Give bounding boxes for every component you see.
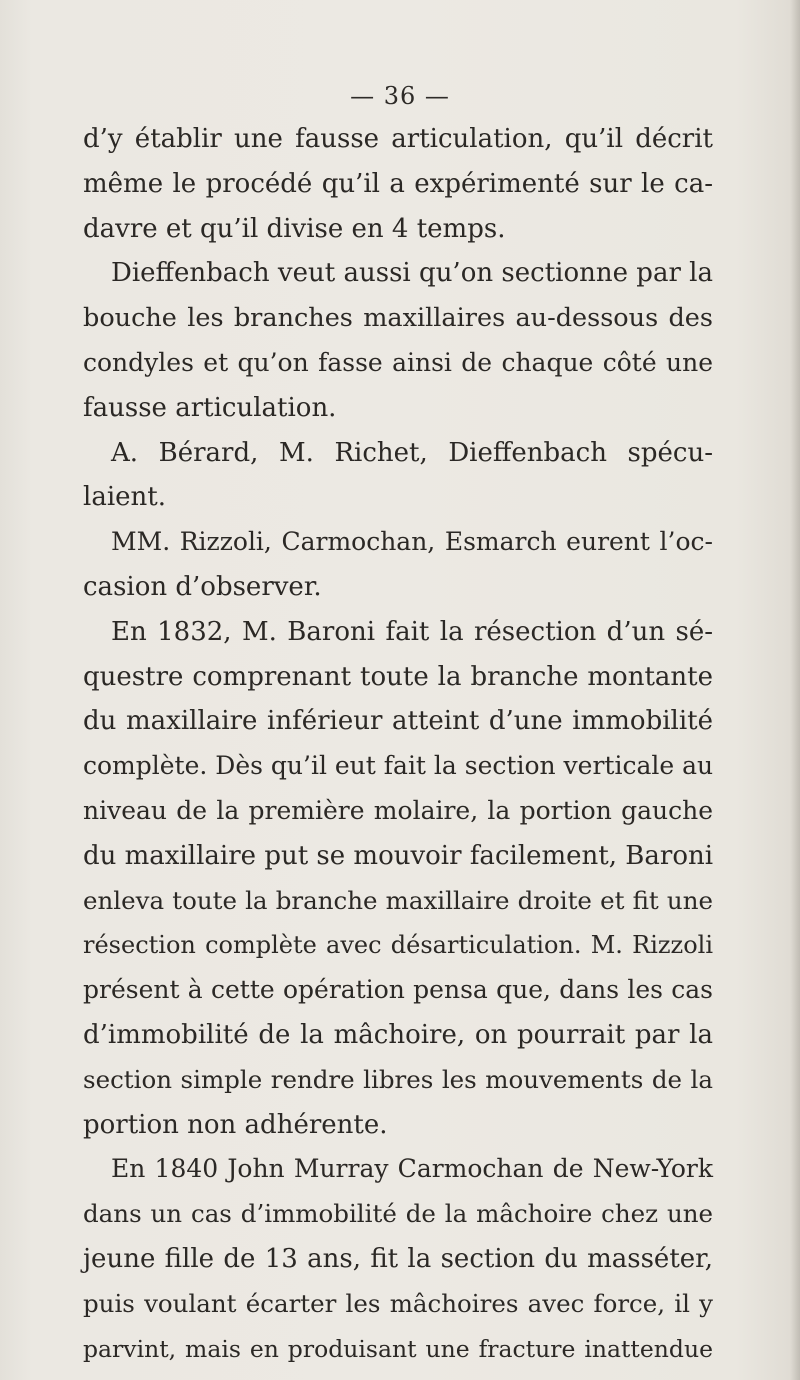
text-line: dans un cas d’immobilité de la mâchoire chez une	[83, 1199, 713, 1229]
text-line: condyles et qu’on fasse ainsi de chaque côté une	[83, 347, 713, 377]
text-line: section simple rendre libres les mouvements de la	[83, 1064, 713, 1094]
text-line: enleva toute la branche maxillaire droite et fit une	[83, 885, 713, 915]
text-line: A. Bérard, M. Richet, Dieffenbach spécu-	[111, 437, 713, 468]
text-line: En 1832, M. Baroni fait la résection d’un sé-	[111, 616, 713, 647]
text-line: puis voulant écarter les mâchoires avec force, il y	[83, 1288, 713, 1318]
text-line: davre et qu’il divise en 4 temps.	[83, 213, 506, 244]
text-line: bouche les branches maxillaires au-dessous des	[83, 303, 713, 334]
text-line: laient.	[83, 482, 166, 513]
text-line: d’y établir une fausse articulation, qu’il décrit	[83, 124, 713, 154]
text-line: En 1840 John Murray Carmochan de New-York	[111, 1154, 713, 1184]
text-line: même le procédé qu’il a expérimenté sur le ca-	[83, 168, 713, 199]
text-line: Dieffenbach veut aussi qu’on sectionne par la	[111, 258, 713, 289]
text-line: portion non adhérente.	[83, 1109, 388, 1140]
page-number: — 36 —	[350, 82, 450, 110]
text-line: présent à cette opération pensa que, dans les cas	[83, 975, 713, 1005]
text-line: du maxillaire inférieur atteint d’une immobilité	[83, 706, 713, 737]
text-line: fausse articulation.	[83, 392, 337, 423]
text-line: MM. Rizzoli, Carmochan, Esmarch eurent l’oc-	[111, 527, 713, 557]
text-line: parvint, mais en produisant une fracture inattendue	[83, 1334, 713, 1363]
text-line: résection complète avec désarticulation. M. Rizzoli	[83, 931, 713, 960]
page-edge-shadow	[790, 0, 800, 1380]
text-line: complète. Dès qu’il eut fait la section verticale au	[83, 751, 714, 781]
text-line: niveau de la première molaire, la portion gauche	[83, 795, 713, 825]
text-line: jeune fille de 13 ans, fit la section du masséter,	[83, 1243, 713, 1274]
text-line: du maxillaire put se mouvoir facilement, Baroni	[83, 840, 714, 871]
text-line: questre comprenant toute la branche montante	[83, 661, 713, 692]
text-line: casion d’observer.	[83, 571, 322, 602]
body-text	[83, 117, 713, 1371]
text-line: d’immobilité de la mâchoire, on pourrait par la	[83, 1019, 713, 1050]
